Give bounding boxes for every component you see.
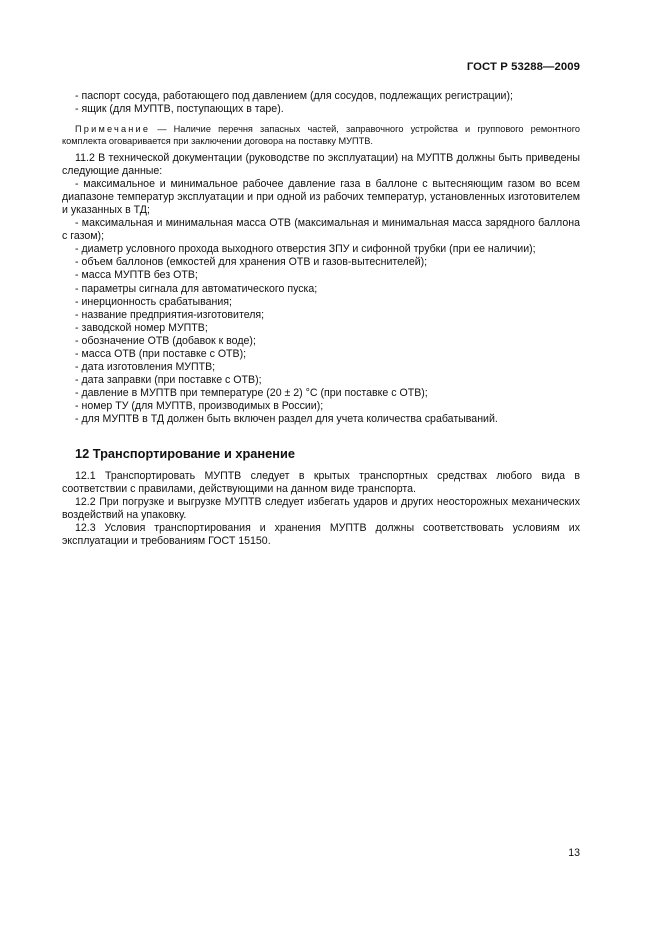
list-item: - название предприятия-изготовителя; — [75, 308, 265, 321]
list-item: - для МУПТВ в ТД должен быть включен раздел для учета количества срабатываний. — [75, 413, 498, 426]
list-item: - дата заправки (при поставке с ОТВ); — [75, 374, 262, 387]
section-12-title: 12 Транспортирование и хранение — [75, 445, 295, 461]
list-item: - масса МУПТВ без ОТВ; — [75, 269, 198, 282]
note-paragraph — [62, 123, 580, 147]
list-item: - дата изготовления МУПТВ; — [75, 361, 216, 374]
list-item: - максимальное и минимальное рабочее давление газа в баллоне с вытесняющим газом во всем диапазоне температур эксплуатации и при одной из рабочих температур, установленных изготовителем и указанных в ТД; — [62, 177, 580, 216]
note-text: — Наличие перечня запасных частей, заправочного устройства и группового ремонтного комплекта оговаривается при заключении договора на поставку МУПТВ. — [62, 124, 580, 147]
list-item: - давление в МУПТВ при температуре (20 ± 2) °С (при поставке с ОТВ); — [75, 387, 428, 400]
list-item: - объем баллонов (емкостей для хранения ОТВ и газов-вытеснителей); — [75, 256, 428, 269]
document-id-header: ГОСТ Р 53288—2009 — [466, 61, 580, 73]
note-label: Примечание — [75, 124, 151, 135]
list-item: - параметры сигнала для автоматического пуска; — [75, 282, 318, 295]
list-item: - обозначение ОТВ (добавок к воде); — [75, 334, 256, 347]
paragraph-12-3: 12.3 Условия транспортирования и хранения МУПТВ должны соответствовать условиям их эксплуатации и требованиям ГОСТ 15150. — [62, 522, 580, 548]
list-item: - инерционность срабатывания; — [75, 295, 232, 308]
list-item: - номер ТУ (для МУПТВ, производимых в России); — [75, 400, 324, 413]
page-number: 13 — [568, 847, 580, 859]
list-item: - ящик (для МУПТВ, поступающих в таре). — [75, 103, 284, 116]
paragraph-12-1: 12.1 Транспортировать МУПТВ следует в крытых транспортных средствах любого вида в соответствии с правилами, действующими на данном виде транспорта. — [62, 469, 580, 495]
list-item: - паспорт сосуда, работающего под давлением (для сосудов, подлежащих регистрации); — [75, 90, 513, 102]
list-item: - максимальная и минимальная масса ОТВ (максимальная и минимальная масса зарядного баллона с газом); — [62, 217, 580, 243]
section-11-2-intro: 11.2 В технической документации (руководстве по эксплуатации) на МУПТВ должны быть приведены следующие данные: — [62, 151, 580, 177]
list-item: - диаметр условного прохода выходного отверстия ЗПУ и сифонной трубки (при ее наличии); — [75, 243, 536, 256]
page-content — [62, 90, 580, 548]
list-item: - заводской номер МУПТВ; — [75, 321, 208, 334]
list-item: - масса ОТВ (при поставке с ОТВ); — [75, 348, 247, 360]
paragraph-12-2: 12.2 При погрузке и выгрузке МУПТВ следует избегать ударов и других неосторожных механических воздействий на упаковку. — [62, 495, 580, 521]
